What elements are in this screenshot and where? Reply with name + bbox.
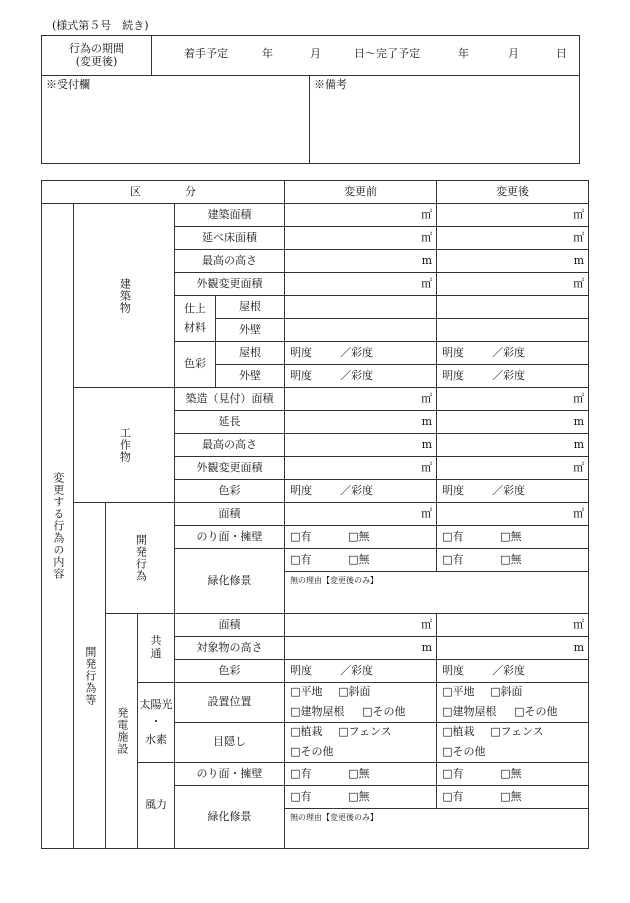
remarks-label: ※備考 — [314, 78, 347, 91]
no-checkbox[interactable]: □無 — [348, 529, 370, 543]
header-table — [41, 35, 580, 164]
fence-checkbox[interactable]: □フェンス — [338, 725, 392, 739]
wind-greening-before[interactable] — [285, 786, 437, 809]
dev-slope-label: のり面・擁壁 — [175, 526, 285, 549]
main-table — [41, 180, 589, 849]
lightness-text: 明度 — [290, 368, 313, 382]
header-after: 変更後 — [437, 181, 589, 204]
dev-area-after[interactable]: ㎡ — [437, 503, 589, 526]
lightness-text: 明度 — [290, 345, 313, 359]
roof-checkbox[interactable]: □建物屋根 — [290, 704, 345, 718]
end-year: 年 — [458, 47, 469, 60]
structure-height-after[interactable]: m — [437, 434, 589, 457]
finish-roof-label: 屋根 — [216, 296, 285, 319]
common-height-before[interactable]: m — [285, 637, 437, 660]
building-area-label: 建築面積 — [175, 204, 285, 227]
wind-greening-after[interactable] — [437, 786, 589, 809]
no-checkbox[interactable]: □無 — [500, 529, 522, 543]
power-label-text: 発電施設 — [115, 707, 129, 755]
common-color-before[interactable] — [285, 660, 437, 683]
yes-checkbox[interactable]: □有 — [442, 766, 464, 780]
period-label-line1: 行為の期間 — [69, 41, 124, 55]
dev-area-label: 面積 — [175, 503, 285, 526]
dev-area-before[interactable]: ㎡ — [285, 503, 437, 526]
other-checkbox[interactable]: □その他 — [514, 704, 558, 718]
solar-screen-before-1[interactable] — [285, 723, 437, 743]
structure-color-label: 色彩 — [175, 480, 285, 503]
yes-checkbox[interactable]: □有 — [442, 789, 464, 803]
building-floor-label: 延べ床面積 — [175, 227, 285, 250]
color-wall-before[interactable] — [285, 365, 437, 388]
roof-checkbox[interactable]: □建物屋根 — [442, 704, 497, 718]
yes-checkbox[interactable]: □有 — [442, 552, 464, 566]
building-facade-label: 外観変更面積 — [175, 273, 285, 296]
flat-checkbox[interactable]: □平地 — [442, 685, 475, 699]
finish-wall-after[interactable] — [437, 319, 589, 342]
chroma-text: ／彩度 — [492, 368, 526, 382]
period-value[interactable] — [152, 36, 580, 76]
structure-length-after[interactable]: m — [437, 411, 589, 434]
wind-label: 風力 — [138, 763, 175, 849]
chroma-text: ／彩度 — [340, 368, 374, 382]
common-label-2: 通 — [150, 647, 162, 660]
lightness-text: 明度 — [290, 483, 313, 497]
slope-checkbox[interactable]: □斜面 — [490, 685, 523, 699]
header-before: 変更前 — [285, 181, 437, 204]
end-month: 月 — [508, 47, 519, 60]
building-height-label: 最高の高さ — [175, 250, 285, 273]
solar-label-3: 水素 — [145, 732, 167, 746]
lightness-text: 明度 — [290, 663, 313, 677]
slope-checkbox[interactable]: □斜面 — [338, 685, 371, 699]
no-checkbox[interactable]: □無 — [348, 552, 370, 566]
solar-screen-label: 目隠し — [175, 723, 285, 763]
finish-wall-before[interactable] — [285, 319, 437, 342]
no-checkbox[interactable]: □無 — [500, 552, 522, 566]
wind-slope-label: のり面・擁壁 — [175, 763, 285, 786]
finish-label-1: 仕上 — [184, 301, 206, 315]
common-height-after[interactable]: m — [437, 637, 589, 660]
finish-label — [175, 296, 216, 342]
color-wall-after[interactable] — [437, 365, 589, 388]
period-label — [42, 36, 152, 76]
structure-length-label: 延長 — [175, 411, 285, 434]
finish-label-2: 材料 — [184, 320, 206, 334]
chroma-text: ／彩度 — [492, 663, 526, 677]
dev-act-label-text: 開発行為 — [134, 534, 148, 582]
structure-height-label: 最高の高さ — [175, 434, 285, 457]
structure-facade-label: 外観変更面積 — [175, 457, 285, 480]
dev-greening-label: 緑化修景 — [175, 549, 285, 614]
chroma-text: ／彩度 — [340, 663, 374, 677]
other-checkbox[interactable]: □その他 — [442, 744, 486, 758]
finish-roof-after[interactable] — [437, 296, 589, 319]
yes-checkbox[interactable]: □有 — [290, 529, 312, 543]
solar-screen-after-2[interactable] — [437, 743, 589, 763]
planting-checkbox[interactable]: □植栽 — [290, 725, 323, 739]
structure-color-after[interactable] — [437, 480, 589, 503]
color-wall-label: 外壁 — [216, 365, 285, 388]
chroma-text: ／彩度 — [492, 483, 526, 497]
dev-greening-after[interactable] — [437, 549, 589, 572]
dev-greening-before[interactable] — [285, 549, 437, 572]
finish-roof-before[interactable] — [285, 296, 437, 319]
end-day: 日 — [556, 47, 567, 60]
building-facade-before[interactable]: ㎡ — [285, 273, 437, 296]
solar-location-after-1[interactable] — [437, 683, 589, 703]
lightness-text: 明度 — [442, 483, 465, 497]
solar-location-after-2[interactable] — [437, 703, 589, 723]
planting-checkbox[interactable]: □植栽 — [442, 725, 475, 739]
structure-label — [74, 388, 175, 503]
color-roof-before[interactable] — [285, 342, 437, 365]
reception-label: ※受付欄 — [46, 78, 90, 91]
dev-act-label — [106, 503, 175, 614]
solar-location-before-2[interactable] — [285, 703, 437, 723]
header-category: 区 分 — [42, 181, 285, 204]
other-checkbox[interactable]: □その他 — [362, 704, 406, 718]
form-label: (様式第５号 続き) — [52, 19, 149, 32]
no-checkbox[interactable]: □無 — [348, 789, 370, 803]
building-label — [74, 204, 175, 388]
flat-checkbox[interactable]: □平地 — [290, 685, 323, 699]
structure-height-before[interactable]: m — [285, 434, 437, 457]
dev-no-reason[interactable]: 無の理由【変更後のみ】 — [285, 572, 589, 614]
solar-location-label: 設置位置 — [175, 683, 285, 723]
no-checkbox[interactable]: □無 — [348, 766, 370, 780]
common-color-label: 色彩 — [175, 660, 285, 683]
reception-box[interactable] — [42, 76, 310, 164]
dev-slope-before[interactable] — [285, 526, 437, 549]
lightness-text: 明度 — [442, 345, 465, 359]
building-facade-after[interactable]: ㎡ — [437, 273, 589, 296]
start-month: 月 — [310, 47, 321, 60]
fence-checkbox[interactable]: □フェンス — [490, 725, 544, 739]
yes-checkbox[interactable]: □有 — [290, 789, 312, 803]
building-height-after[interactable]: m — [437, 250, 589, 273]
solar-label — [138, 683, 175, 763]
wind-slope-before[interactable] — [285, 763, 437, 786]
end-label: 日～完了予定 — [354, 47, 420, 60]
structure-area-before[interactable]: ㎡ — [285, 388, 437, 411]
lightness-text: 明度 — [442, 663, 465, 677]
no-checkbox[interactable]: □無 — [500, 766, 522, 780]
development-label-text: 開発行為等 — [83, 645, 97, 706]
structure-length-before[interactable]: m — [285, 411, 437, 434]
start-year: 年 — [262, 47, 273, 60]
color-roof-after[interactable] — [437, 342, 589, 365]
dev-slope-after[interactable] — [437, 526, 589, 549]
building-area-after[interactable]: ㎡ — [437, 204, 589, 227]
development-label — [74, 503, 106, 849]
building-floor-after[interactable]: ㎡ — [437, 227, 589, 250]
structure-facade-after[interactable]: ㎡ — [437, 457, 589, 480]
common-height-label: 対象物の高さ — [175, 637, 285, 660]
building-label-text: 建築物 — [118, 277, 132, 314]
chroma-text: ／彩度 — [492, 345, 526, 359]
wind-greening-label: 緑化修景 — [175, 786, 285, 849]
lightness-text: 明度 — [442, 368, 465, 382]
common-area-after[interactable]: ㎡ — [437, 614, 589, 637]
outer-label-text: 変更する行為の内容 — [51, 472, 65, 580]
outer-label — [42, 204, 74, 849]
yes-checkbox[interactable]: □有 — [290, 766, 312, 780]
yes-checkbox[interactable]: □有 — [442, 529, 464, 543]
remarks-box[interactable] — [310, 76, 580, 164]
structure-area-label: 築造（見付）面積 — [175, 388, 285, 411]
chroma-text: ／彩度 — [340, 483, 374, 497]
structure-facade-before[interactable]: ㎡ — [285, 457, 437, 480]
structure-color-before[interactable] — [285, 480, 437, 503]
structure-label-text: 工作物 — [118, 427, 132, 463]
common-area-before[interactable]: ㎡ — [285, 614, 437, 637]
solar-location-before-1[interactable] — [285, 683, 437, 703]
solar-label-2: ・ — [150, 715, 162, 729]
chroma-text: ／彩度 — [340, 345, 374, 359]
color-roof-label: 屋根 — [216, 342, 285, 365]
other-checkbox[interactable]: □その他 — [290, 744, 334, 758]
power-label — [106, 614, 138, 849]
common-color-after[interactable] — [437, 660, 589, 683]
common-label — [138, 614, 175, 683]
start-label: 着手予定 — [184, 47, 228, 60]
building-height-before[interactable]: m — [285, 250, 437, 273]
common-area-label: 面積 — [175, 614, 285, 637]
building-floor-before[interactable]: ㎡ — [285, 227, 437, 250]
structure-area-after[interactable]: ㎡ — [437, 388, 589, 411]
solar-screen-before-2[interactable] — [285, 743, 437, 763]
no-checkbox[interactable]: □無 — [500, 789, 522, 803]
wind-slope-after[interactable] — [437, 763, 589, 786]
building-area-before[interactable]: ㎡ — [285, 204, 437, 227]
solar-screen-after-1[interactable] — [437, 723, 589, 743]
common-label-1: 共 — [150, 634, 162, 648]
finish-wall-label: 外壁 — [216, 319, 285, 342]
building-color-label: 色彩 — [175, 342, 216, 388]
period-label-line2: (変更後) — [75, 54, 118, 68]
yes-checkbox[interactable]: □有 — [290, 552, 312, 566]
wind-no-reason[interactable]: 無の理由【変更後のみ】 — [285, 809, 589, 849]
solar-label-1: 太陽光 — [139, 697, 173, 711]
